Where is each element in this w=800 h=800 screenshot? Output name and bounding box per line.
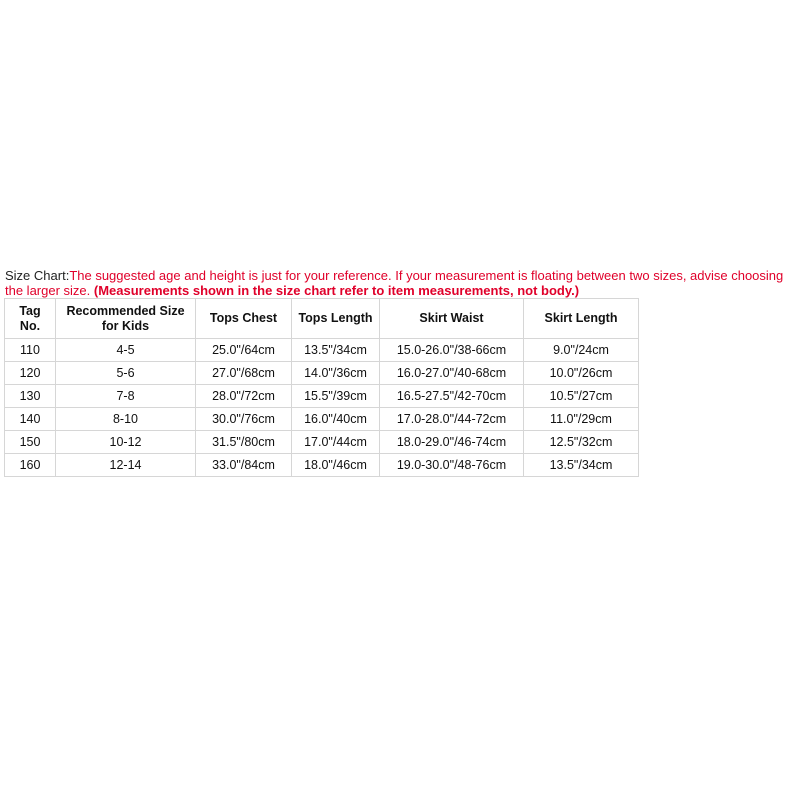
header-tops-length: Tops Length xyxy=(292,299,380,339)
cell-skirt-waist: 16.5-27.5"/42-70cm xyxy=(380,385,524,408)
cell-tops-chest: 33.0"/84cm xyxy=(196,454,292,477)
cell-tops-chest: 28.0"/72cm xyxy=(196,385,292,408)
cell-skirt-length: 9.0"/24cm xyxy=(524,339,639,362)
cell-skirt-waist: 16.0-27.0"/40-68cm xyxy=(380,362,524,385)
table-row xyxy=(5,362,639,385)
cell-skirt-length: 10.5"/27cm xyxy=(524,385,639,408)
cell-tops-length: 13.5"/34cm xyxy=(292,339,380,362)
cell-skirt-length: 12.5"/32cm xyxy=(524,431,639,454)
cell-skirt-waist: 19.0-30.0"/48-76cm xyxy=(380,454,524,477)
size-chart-table xyxy=(4,298,639,477)
cell-skirt-length: 10.0"/26cm xyxy=(524,362,639,385)
cell-skirt-waist: 17.0-28.0"/44-72cm xyxy=(380,408,524,431)
cell-recommended-size: 8-10 xyxy=(56,408,196,431)
header-recommended-size: Recommended Size for Kids xyxy=(56,299,196,339)
cell-tag-no: 150 xyxy=(5,431,56,454)
cell-tops-chest: 31.5"/80cm xyxy=(196,431,292,454)
cell-tops-chest: 25.0"/64cm xyxy=(196,339,292,362)
size-chart-note: The suggested age and height is just for your reference. If your measurement is floating between two sizes, advise choosing the larger size. xyxy=(5,268,784,298)
header-tag-no: Tag No. xyxy=(5,299,56,339)
cell-tag-no: 120 xyxy=(5,362,56,385)
cell-skirt-length: 13.5"/34cm xyxy=(524,454,639,477)
header-skirt-length: Skirt Length xyxy=(524,299,639,339)
cell-tag-no: 130 xyxy=(5,385,56,408)
table-row xyxy=(5,431,639,454)
size-chart-intro xyxy=(5,268,793,298)
table-row xyxy=(5,385,639,408)
cell-skirt-length: 11.0"/29cm xyxy=(524,408,639,431)
cell-recommended-size: 5-6 xyxy=(56,362,196,385)
cell-tops-length: 17.0"/44cm xyxy=(292,431,380,454)
cell-tag-no: 160 xyxy=(5,454,56,477)
cell-tops-chest: 27.0"/68cm xyxy=(196,362,292,385)
cell-tops-length: 15.5"/39cm xyxy=(292,385,380,408)
size-chart-label: Size Chart: xyxy=(5,268,70,283)
cell-tops-length: 18.0"/46cm xyxy=(292,454,380,477)
table-row xyxy=(5,408,639,431)
table-row xyxy=(5,339,639,362)
table-header-row xyxy=(5,299,639,339)
header-tops-chest: Tops Chest xyxy=(196,299,292,339)
cell-recommended-size: 7-8 xyxy=(56,385,196,408)
cell-recommended-size: 10-12 xyxy=(56,431,196,454)
cell-tops-length: 14.0"/36cm xyxy=(292,362,380,385)
cell-tops-chest: 30.0"/76cm xyxy=(196,408,292,431)
cell-tops-length: 16.0"/40cm xyxy=(292,408,380,431)
cell-tag-no: 140 xyxy=(5,408,56,431)
cell-recommended-size: 4-5 xyxy=(56,339,196,362)
cell-skirt-waist: 15.0-26.0"/38-66cm xyxy=(380,339,524,362)
cell-recommended-size: 12-14 xyxy=(56,454,196,477)
size-chart-emphasis: (Measurements shown in the size chart refer to item measurements, not body.) xyxy=(93,283,580,298)
header-skirt-waist: Skirt Waist xyxy=(380,299,524,339)
cell-tag-no: 110 xyxy=(5,339,56,362)
cell-skirt-waist: 18.0-29.0"/46-74cm xyxy=(380,431,524,454)
table-row xyxy=(5,454,639,477)
